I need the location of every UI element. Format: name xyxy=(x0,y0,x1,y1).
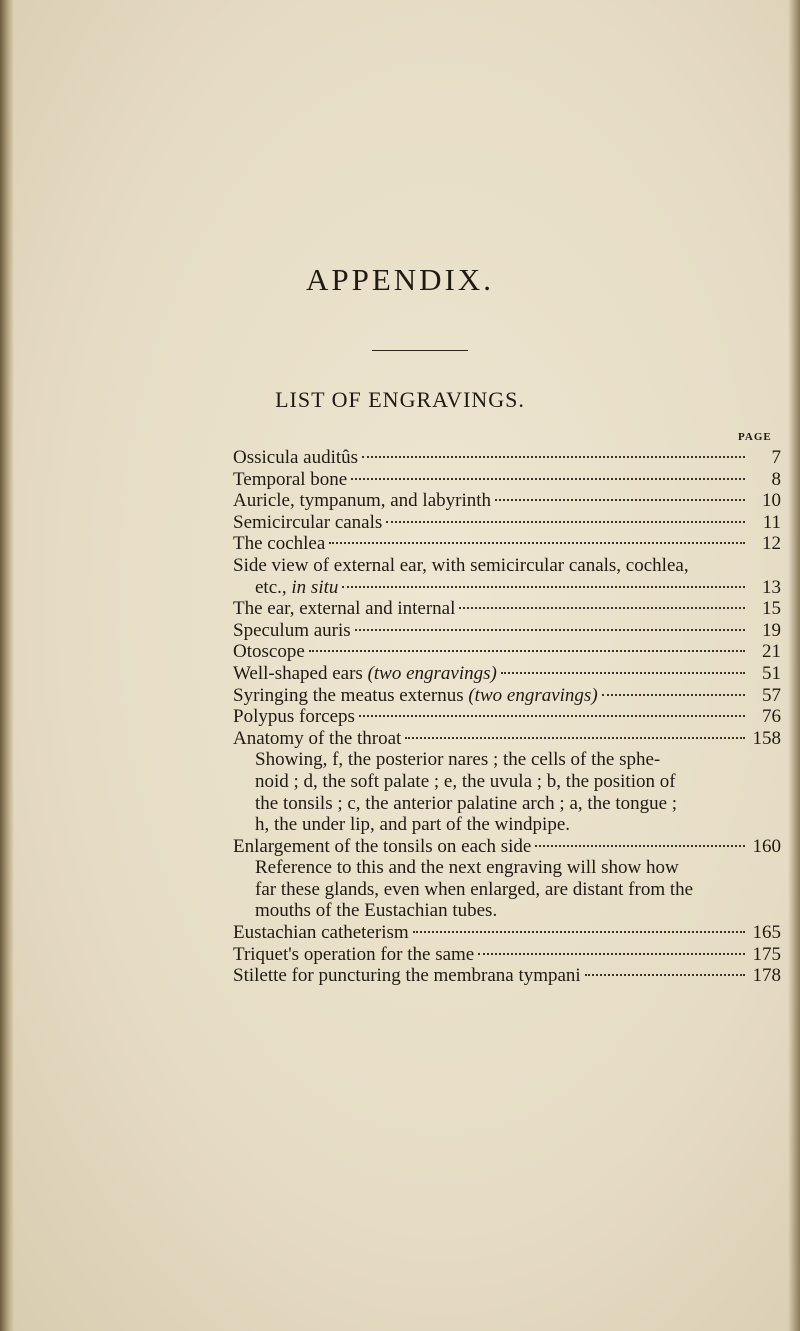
entry-title: Auricle, tympanum, and labyrinth xyxy=(233,490,492,512)
note-line: Reference to this and the next engraving will show how xyxy=(255,857,679,879)
list-item xyxy=(233,706,781,728)
entry-continuation xyxy=(255,577,338,599)
entry-title: Enlargement of the tonsils on each side xyxy=(233,835,532,857)
list-item xyxy=(233,533,781,555)
leader-dots xyxy=(351,478,745,480)
entry-title: Speculum auris xyxy=(233,619,351,641)
description-line: noid ; d, the soft palate ; e, the uvula ; b, the position of xyxy=(255,770,676,792)
list-item xyxy=(233,555,781,598)
entry-italic: (two engravings) xyxy=(468,684,598,706)
leader-dots xyxy=(362,456,745,458)
leader-dots xyxy=(342,586,745,588)
entry-page: 8 xyxy=(771,468,781,490)
entry-page: 7 xyxy=(771,447,781,468)
entry-page: 21 xyxy=(762,641,781,663)
engravings-list xyxy=(233,447,781,987)
leader-dots xyxy=(478,953,745,955)
list-item xyxy=(233,447,781,469)
entry-title xyxy=(233,685,598,707)
tonsil-note xyxy=(233,857,781,922)
note-line: far these glands, even when enlarged, are distant from the xyxy=(255,878,694,900)
entry-title: Ossicula auditûs xyxy=(233,447,359,468)
list-item xyxy=(233,512,781,534)
description-line: Showing, f, the posterior nares ; the cells of the sphe- xyxy=(255,749,661,771)
entry-title: Stilette for puncturing the membrana tympani xyxy=(233,965,581,987)
entry-title: The ear, external and internal xyxy=(233,598,456,620)
list-item xyxy=(233,641,781,663)
entry-title-text: Well-shaped ears xyxy=(233,662,368,684)
description-line: the tonsils ; c, the anterior palatine arch ; a, the tongue ; xyxy=(255,792,678,814)
entry-page: 160 xyxy=(752,835,781,857)
leader-dots xyxy=(405,737,745,739)
entry-page: 15 xyxy=(762,598,781,620)
leader-dots xyxy=(535,845,745,847)
list-item xyxy=(233,469,781,491)
throat-description xyxy=(233,749,781,835)
leader-dots xyxy=(359,715,745,717)
entry-title: Eustachian catheterism xyxy=(233,922,409,944)
continuation-italic: in situ xyxy=(291,576,339,598)
continuation-text: etc., xyxy=(255,576,292,598)
list-item xyxy=(233,663,781,685)
list-item xyxy=(233,620,781,642)
entry-page: 13 xyxy=(762,576,781,598)
leader-dots xyxy=(495,499,745,501)
entry-title: Anatomy of the throat xyxy=(233,727,402,749)
list-item xyxy=(233,728,781,750)
entry-title: Polypus forceps xyxy=(233,706,355,728)
entry-title: Triquet's operation for the same xyxy=(233,943,475,965)
page-edge-right xyxy=(788,0,800,1331)
entry-title: The cochlea xyxy=(233,533,326,555)
list-title: LIST OF ENGRAVINGS. xyxy=(275,387,525,412)
entry-page: 178 xyxy=(752,965,781,987)
entry-page: 76 xyxy=(762,706,781,728)
entry-title: Otoscope xyxy=(233,641,305,663)
entry-page: 165 xyxy=(752,922,781,944)
leader-dots xyxy=(329,542,745,544)
entry-page: 19 xyxy=(762,619,781,641)
entry-title: Side view of external ear, with semicircular canals, cochlea, xyxy=(233,554,689,576)
page-column-label: PAGE xyxy=(738,431,772,443)
entry-page: 175 xyxy=(752,943,781,965)
list-item xyxy=(233,836,781,858)
entry-page: 57 xyxy=(762,684,781,706)
page-heading: APPENDIX. xyxy=(305,262,495,297)
entry-title: Semicircular canals xyxy=(233,511,383,533)
heading-rule xyxy=(372,350,468,351)
description-line: h, the under lip, and part of the windpipe. xyxy=(255,814,571,836)
list-item xyxy=(233,922,781,944)
entry-title: Temporal bone xyxy=(233,468,348,490)
page-edge-left xyxy=(0,0,14,1331)
leader-dots xyxy=(355,629,745,631)
entry-title-text: Syringing the meatus externus xyxy=(233,684,469,706)
entry-page: 158 xyxy=(752,727,781,749)
leader-dots xyxy=(459,607,745,609)
leader-dots xyxy=(413,931,745,933)
entry-page: 12 xyxy=(762,533,781,555)
leader-dots xyxy=(309,650,745,652)
list-item xyxy=(233,965,781,987)
leader-dots xyxy=(501,672,745,674)
leader-dots xyxy=(585,974,745,976)
note-line: mouths of the Eustachian tubes. xyxy=(255,900,498,922)
leader-dots xyxy=(602,694,745,696)
entry-title xyxy=(233,663,497,685)
list-item xyxy=(233,685,781,707)
entry-page: 51 xyxy=(762,662,781,684)
entry-page: 10 xyxy=(762,490,781,512)
leader-dots xyxy=(386,521,745,523)
list-item xyxy=(233,490,781,512)
entry-page: 11 xyxy=(762,511,781,533)
entry-italic: (two engravings) xyxy=(367,662,497,684)
list-item xyxy=(233,598,781,620)
list-item xyxy=(233,944,781,966)
